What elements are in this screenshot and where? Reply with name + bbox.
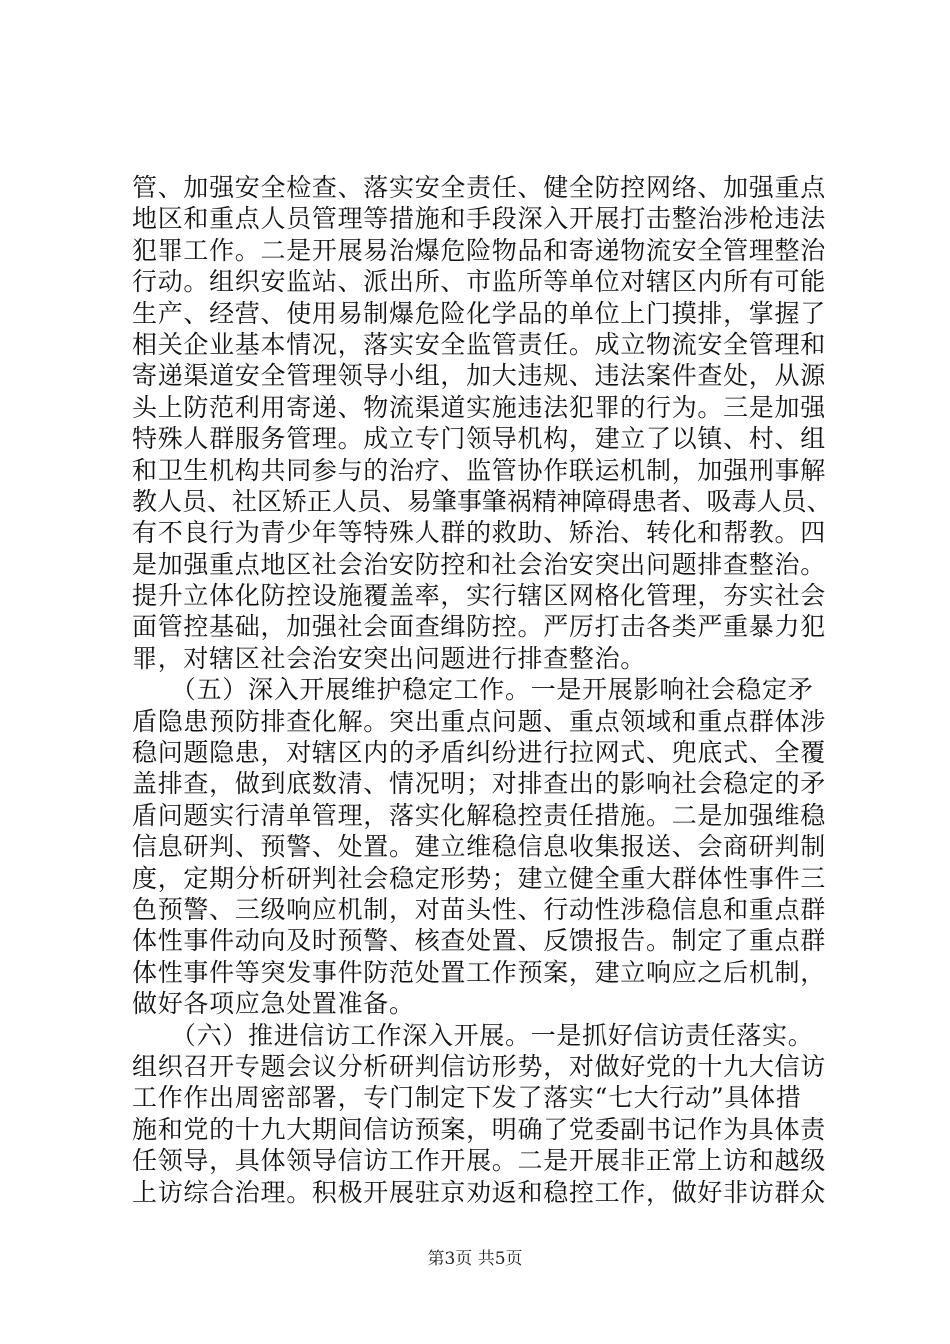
text-line: 上访综合治理。积极开展驻京劝返和稳控工作，做好非访群众 — [132, 1177, 826, 1207]
text-line: 组织召开专题会议分析研判信访形势，对做好党的十九大信访 — [132, 1051, 826, 1081]
text-line: 体性事件等突发事件防范处置工作预案，建立响应之后机制， — [132, 957, 826, 987]
text-line: 犯罪工作。二是开展易治爆危险物品和寄递物流安全管理整治 — [132, 235, 826, 265]
text-line: 地区和重点人员管理等措施和手段深入开展打击整治涉枪违法 — [132, 204, 826, 234]
text-line: 盾隐患预防排查化解。突出重点问题、重点领域和重点群体涉 — [132, 706, 826, 736]
text-line: 施和党的十九大期间信访预案，明确了党委副书记作为具体责 — [132, 1114, 826, 1144]
text-line: 是加强重点地区社会治安防控和社会治安突出问题排查整治。 — [132, 549, 826, 579]
text-line: 盖排查，做到底数清、情况明；对排查出的影响社会稳定的矛 — [132, 769, 826, 799]
text-line: 度，定期分析研判社会稳定形势；建立健全重大群体性事件三 — [132, 863, 826, 893]
text-line: 有不良行为青少年等特殊人群的救助、矫治、转化和帮教。四 — [132, 518, 826, 548]
text-line: 信息研判、预警、处置。建立维稳信息收集报送、会商研判制 — [132, 832, 826, 862]
text-line: （六）推进信访工作深入开展。一是抓好信访责任落实。 — [132, 1020, 814, 1050]
text-line: 头上防范利用寄递、物流渠道实施违法犯罪的行为。三是加强 — [132, 392, 826, 422]
text-line: 生产、经营、使用易制爆危险化学品的单位上门摸排，掌握了 — [132, 298, 826, 328]
text-line: 体性事件动向及时预警、核查处置、反馈报告。制定了重点群 — [132, 926, 826, 956]
text-line: 任领导，具体领导信访工作开展。二是开展非正常上访和越级 — [132, 1146, 826, 1176]
text-line: 管、加强安全检查、落实安全责任、健全防控网络、加强重点 — [132, 173, 826, 202]
text-line: 提升立体化防控设施覆盖率，实行辖区网格化管理，夯实社会 — [132, 581, 826, 611]
text-line: 工作作出周密部署，专门制定下发了落实“七大行动”具体措 — [132, 1083, 802, 1113]
text-line: 相关企业基本情况，落实安全监管责任。成立物流安全管理和 — [132, 329, 826, 359]
document-body — [132, 172, 832, 1208]
text-line: 盾问题实行清单管理，落实化解稳控责任措施。二是加强维稳 — [132, 800, 826, 830]
page-footer: 第3页 共5页 — [427, 1249, 523, 1269]
text-line: （五）深入开展维护稳定工作。一是开展影响社会稳定矛 — [132, 675, 814, 705]
text-line: 行动。组织安监站、派出所、市监所等单位对辖区内所有可能 — [132, 267, 826, 297]
text-line: 教人员、社区矫正人员、易肇事肇祸精神障碍患者、吸毒人员、 — [132, 486, 832, 516]
text-line: 和卫生机构共同参与的治疗、监管协作联运机制，加强刑事解 — [132, 455, 826, 485]
text-line: 罪，对辖区社会治安突出问题进行排查整治。 — [132, 643, 647, 673]
text-line: 做好各项应急处置准备。 — [132, 989, 415, 1019]
text-line: 寄递渠道安全管理领导小组，加大违规、违法案件查处，从源 — [132, 361, 826, 391]
text-line: 特殊人群服务管理。成立专门领导机构，建立了以镇、村、组 — [132, 424, 826, 454]
text-line: 面管控基础，加强社会面查缉防控。严厉打击各类严重暴力犯 — [132, 612, 826, 642]
text-line: 稳问题隐患，对辖区内的矛盾纠纷进行拉网式、兜底式、全覆 — [132, 738, 826, 768]
text-line: 色预警、三级响应机制，对苗头性、行动性涉稳信息和重点群 — [132, 894, 826, 924]
